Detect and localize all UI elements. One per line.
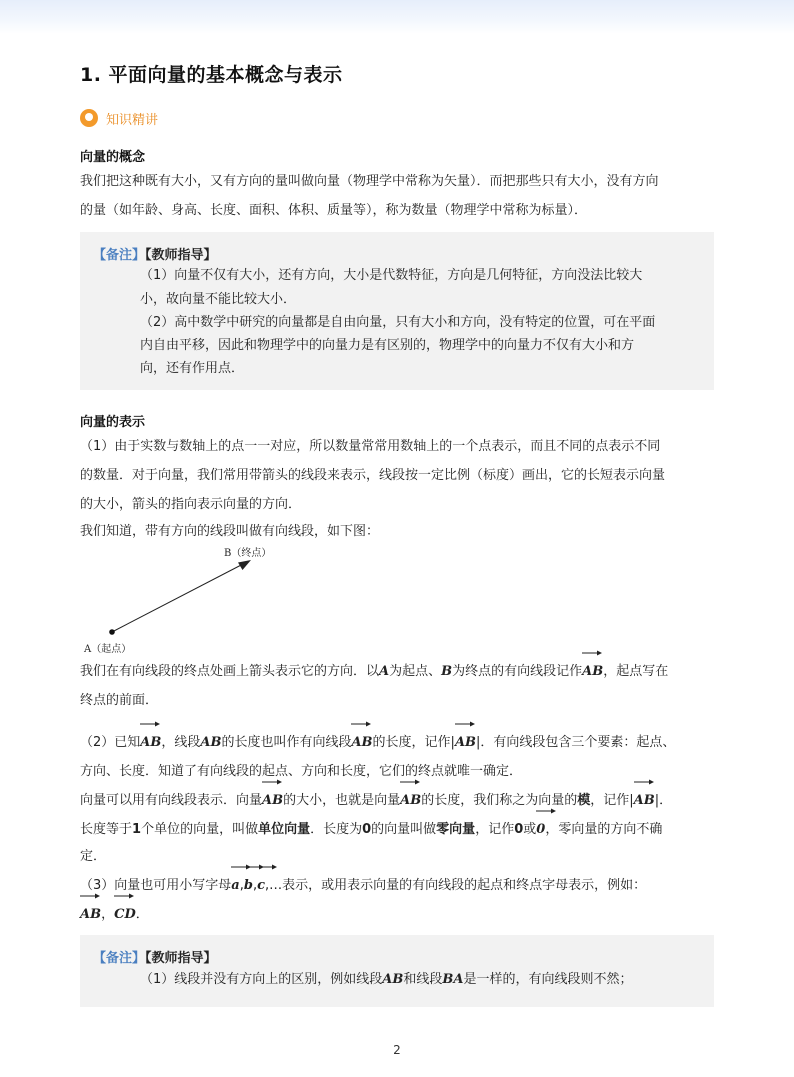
vector-c: c [257, 871, 265, 900]
paragraph-repr-line2: 的数量．对于向量，我们常用带箭头的线段来表示，线段按一定比例（标度）画出，它的长短表示向量 [80, 468, 666, 483]
vector-ab: AB [140, 728, 161, 757]
vector-a: a [231, 871, 239, 900]
note-line: 内自由平移，因此和物理学中的向量力是有区别的，物理学中的向量力不仅有大小和方 [140, 338, 635, 353]
vector-ab: AB [455, 728, 476, 757]
term-modulus: 模 [577, 793, 591, 808]
heading-vector-concept: 向量的概念 [80, 150, 146, 165]
vector-ab: AB [80, 900, 101, 929]
term-zero-vector: 零向量 [436, 822, 476, 837]
paragraph-repr-line4: 我们知道，带有方向的线段叫做有向线段，如下图： [80, 524, 380, 539]
paragraph-repr-line3: 的大小，箭头的指向表示向量的方向． [80, 497, 302, 512]
note-tag: 【备注】 [93, 951, 146, 966]
paragraph-repr-line1: （1）由于实数与数轴上的点一一对应，所以数量常常用数轴上的一个点表示，而且不同的点表示不同 [80, 439, 661, 454]
paragraph-2-line2: 方向、长度．知道了有向线段的起点、方向和长度，它们的终点就唯一确定． [80, 764, 523, 779]
directed-segment-diagram [78, 540, 298, 658]
paragraph-5-line1: （3）向量也可用小写字母a ,b ,c ,…表示，或用表示向量的有向线段的起点和终点字母表示，例如： [80, 871, 720, 900]
lightbulb-icon [80, 109, 98, 127]
vector-ab: AB [400, 786, 421, 815]
label-startpoint-a: A（起点） [84, 644, 132, 655]
vector-ab: AB [262, 786, 283, 815]
page-header-band [0, 0, 794, 34]
heading-vector-representation: 向量的表示 [80, 415, 146, 430]
note-box-1 [80, 232, 714, 390]
symbol-a: A [379, 664, 390, 679]
term-unit-vector: 单位向量 [258, 822, 311, 837]
section-tag-label: 知识精讲 [106, 112, 159, 128]
paragraph-concept-line2: 的量（如年龄、身高、长度、面积、体积、质量等），称为数量（物理学中常称为标量）． [80, 203, 588, 218]
label-endpoint-b: B（终点） [224, 548, 272, 559]
paragraph-concept-line1: 我们把这种既有大小，又有方向的量叫做向量（物理学中常称为矢量）．而把那些只有大小，没有方向 [80, 174, 659, 189]
vector-cd: CD [114, 900, 136, 929]
arrowhead-icon [238, 560, 251, 570]
note-line: （1）向量不仅有大小，还有方向，大小是代数特征，方向是几何特征，方向没法比较大 [140, 268, 643, 283]
note-line: （1）线段并没有方向上的区别，例如线段AB和线段BA是一样的，有向线段则不然； [140, 972, 633, 987]
segment-line [112, 563, 245, 632]
start-point [109, 629, 115, 635]
paragraph-2-line1: （2）已知AB ，线段AB的长度也叫作有向线段AB 的长度，记作|AB |．有向线段包含三个要素：起点、 [80, 728, 720, 757]
note-line: （2）高中数学中研究的向量都是自由向量，只有大小和方向，没有特定的位置，可在平面 [140, 315, 656, 330]
note-line: 小，故向量不能比较大小． [140, 292, 297, 307]
vector-zero: 0 [536, 815, 545, 844]
paragraph-5-line2: AB ，CD ． [80, 900, 720, 929]
note-header [93, 244, 217, 263]
paragraph-3-line1: 向量可以用有向线段表示．向量AB 的大小，也就是向量AB 的长度，我们称之为向量的模，记作|AB |． [80, 786, 720, 815]
vector-b: b [244, 871, 253, 900]
symbol-b: B [441, 664, 453, 679]
paragraph-4-line2: 定． [80, 849, 107, 864]
note-title: 【教师指导】 [145, 951, 217, 966]
note-line: 向，还有作用点． [140, 361, 245, 376]
paragraph-arrow-line2: 终点的前面． [80, 693, 159, 708]
vector-ab: AB [351, 728, 372, 757]
note-tag: 【备注】 [93, 248, 146, 263]
section-tag [80, 107, 158, 129]
note-box-2 [80, 935, 714, 1007]
note-title: 【教师指导】 [145, 248, 217, 263]
page-number: 2 [393, 1043, 401, 1057]
vector-ab: AB [634, 786, 655, 815]
note-header [93, 947, 217, 966]
paragraph-arrow-line1: 我们在有向线段的终点处画上箭头表示它的方向．以A为起点、B为终点的有向线段记作AB ，起点写在 [80, 657, 720, 686]
page-title: 1. 平面向量的基本概念与表示 [80, 64, 343, 86]
paragraph-4-line1: 长度等于1个单位的向量，叫做单位向量．长度为0的向量叫做零向量，记作0或0 ，零向量的方向不确 [80, 815, 720, 844]
vector-ab: AB [582, 657, 603, 686]
